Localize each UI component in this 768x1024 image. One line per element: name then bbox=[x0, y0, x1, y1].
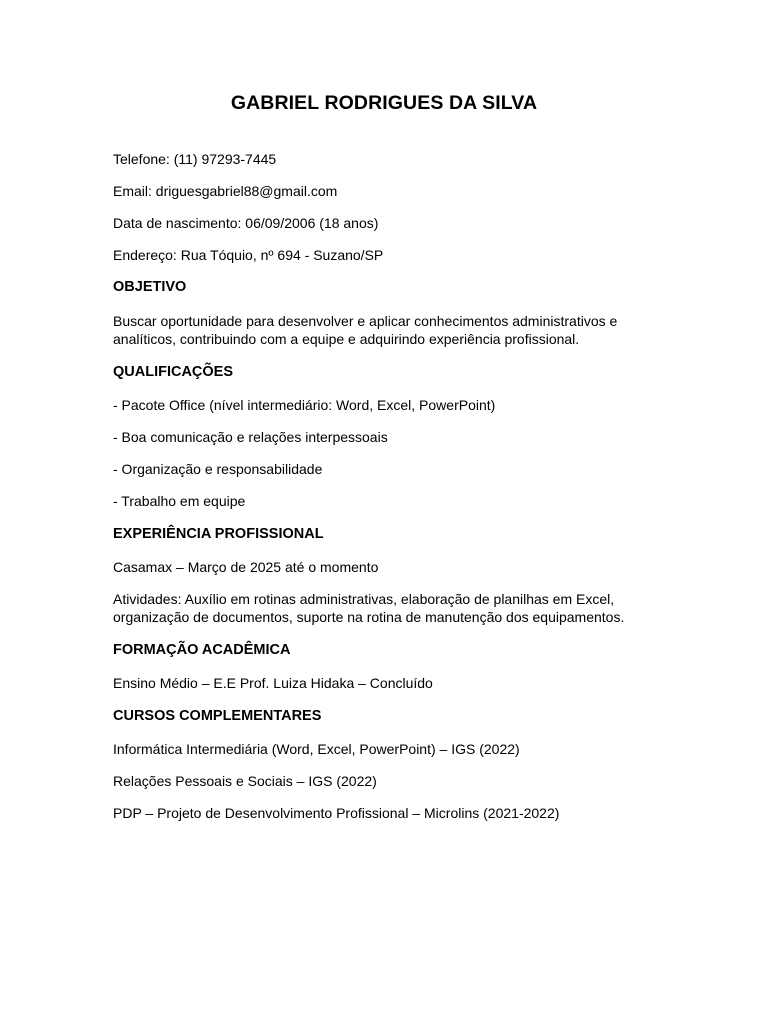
resume-name: GABRIEL RODRIGUES DA SILVA bbox=[230, 92, 538, 114]
contact-phone: Telefone: (11) 97293-7445 bbox=[113, 151, 277, 167]
qualifications-heading: QUALIFICAÇÕES bbox=[113, 364, 234, 380]
experience-heading: EXPERIÊNCIA PROFISSIONAL bbox=[113, 526, 324, 542]
education-item: Ensino Médio – E.E Prof. Luiza Hidaka – Concluído bbox=[113, 675, 433, 691]
experience-activities: Atividades: Auxílio em rotinas administrativas, elaboração de planilhas em Excel, organização de documentos, suporte na rotina de manutenção dos equipamentos. bbox=[113, 591, 625, 625]
qualification-item: - Trabalho em equipe bbox=[113, 493, 246, 509]
courses-heading: CURSOS COMPLEMENTARES bbox=[113, 708, 322, 724]
objective-heading: OBJETIVO bbox=[113, 279, 187, 295]
objective-text: Buscar oportunidade para desenvolver e aplicar conhecimentos administrativos e analíticos, contribuindo com a equipe e adquirindo experiência profissional. bbox=[113, 313, 618, 347]
course-item: Informática Intermediária (Word, Excel, PowerPoint) – IGS (2022) bbox=[113, 741, 520, 757]
qualification-item: - Pacote Office (nível intermediário: Word, Excel, PowerPoint) bbox=[113, 397, 496, 413]
contact-birth-date: Data de nascimento: 06/09/2006 (18 anos) bbox=[113, 215, 379, 231]
qualification-item: - Organização e responsabilidade bbox=[113, 461, 323, 477]
resume-content bbox=[113, 150, 653, 822]
contact-email: Email: driguesgabriel88@gmail.com bbox=[113, 183, 338, 199]
education-heading: FORMAÇÃO ACADÊMICA bbox=[113, 642, 291, 658]
experience-job: Casamax – Março de 2025 até o momento bbox=[113, 559, 379, 575]
qualification-item: - Boa comunicação e relações interpessoais bbox=[113, 429, 388, 445]
contact-address: Endereço: Rua Tóquio, nº 694 - Suzano/SP bbox=[113, 247, 384, 263]
course-item: PDP – Projeto de Desenvolvimento Profissional – Microlins (2021-2022) bbox=[113, 805, 560, 821]
course-item: Relações Pessoais e Sociais – IGS (2022) bbox=[113, 773, 377, 789]
